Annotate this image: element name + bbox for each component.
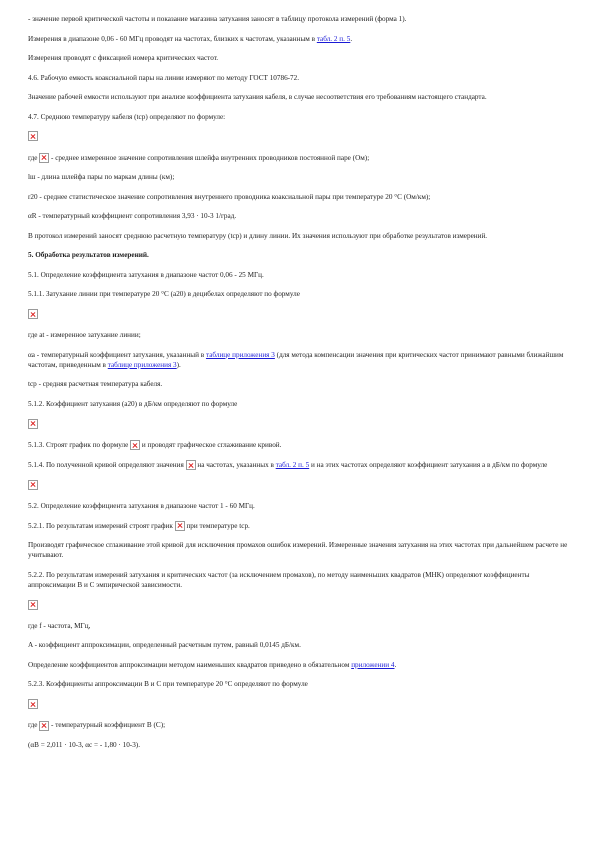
text: A - коэффициент аппроксимации, определенный расчетным путем, равный 0,0145 дБ/км. <box>28 641 301 650</box>
text: 5.1.2. Коэффициент затухания (a20) в дБ/км определяют по формуле <box>28 399 238 408</box>
formula-block <box>28 131 568 143</box>
text: (для метода компенсации значения при критических частот принимают равными ближайшим частотам, приведенным в <box>28 350 564 369</box>
text: 4.7. Среднюю температуру кабеля (tср) определяют по формуле: <box>28 112 226 121</box>
text: . <box>350 34 353 43</box>
paragraph <box>28 112 568 122</box>
text: ). <box>176 360 181 369</box>
paragraph <box>28 192 568 202</box>
paragraph <box>28 399 568 409</box>
text: где <box>28 721 40 730</box>
text: где <box>28 153 40 162</box>
link-appendix-3[interactable]: таблице приложения 3 <box>107 360 177 369</box>
paragraph <box>28 679 568 689</box>
paragraph <box>28 720 568 730</box>
text: tср - средняя расчетная температура кабеля. <box>28 380 163 389</box>
text: Измерения в диапазоне 0,06 - 60 МГц проводят на частотах, близких к частотам, указанным в <box>28 34 317 43</box>
paragraph <box>28 640 568 650</box>
paragraph <box>28 501 568 511</box>
broken-image-icon <box>28 309 38 319</box>
paragraph <box>28 330 568 340</box>
text: при температуре tср. <box>184 521 250 530</box>
paragraph <box>28 440 568 450</box>
broken-image-icon <box>39 153 49 163</box>
text: и на этих частотах определяют коэффициент затухания a в дБ/км по формуле <box>309 460 548 469</box>
paragraph <box>28 521 568 531</box>
paragraph <box>28 53 568 63</box>
formula-block <box>28 480 568 492</box>
text: lш - длина шлейфа пары по маркам длины (км); <box>28 173 175 182</box>
text: 5.1. Определение коэффициента затухания в диапазоне частот 0,06 - 25 МГц. <box>28 270 264 279</box>
paragraph <box>28 570 568 590</box>
link-appendix-3[interactable]: таблице приложения 3 <box>205 350 275 359</box>
paragraph <box>28 460 568 470</box>
text: Измерения проводят с фиксацией номера критических частот. <box>28 54 219 62</box>
text: и проводят графическое сглаживание кривой. <box>140 440 282 449</box>
text: 5.2. Определение коэффициента затухания в диапазоне частот 1 - 60 МГц. <box>28 502 255 511</box>
text: 5.2.3. Коэффициенты аппроксимации B и C при температуре 20 °С определяют по формуле <box>28 680 308 689</box>
broken-image-icon <box>39 721 49 731</box>
text: r20 - среднее статистическое значение сопротивления внутреннего проводника коаксиальной пары при температуре 20 °С (Ом/км); <box>28 192 431 201</box>
text: 5. Обработка результатов измерений. <box>28 251 149 260</box>
broken-image-icon <box>175 521 185 531</box>
text: 4.6. Рабочую емкость коаксиальной пары на линии измеряют по методу ГОСТ 10786-72. <box>28 73 300 82</box>
broken-image-icon <box>130 440 140 450</box>
text: 5.1.4. По полученной кривой определяют значения <box>28 460 186 469</box>
text: - значение первой критической частоты и показание магазина затухания заносят в таблицу протокола измерений (форма 1). <box>28 15 407 23</box>
text: Значение рабочей емкости используют при анализе коэффициента затухания кабеля, в случае несоответствия его требованиям настоящего стандарта. <box>28 93 487 101</box>
text: 5.1.1. Затухание линии при температуре 20 °С (a20) в децибелах определяют по формуле <box>28 290 300 299</box>
text: В протокол измерений заносят среднюю расчетную температуру (tср) и длину линии. Их значения используют при обработке результатов измерений. <box>28 231 488 240</box>
document-body <box>28 14 568 760</box>
paragraph <box>28 231 568 241</box>
broken-image-icon <box>28 699 38 709</box>
paragraph <box>28 740 568 750</box>
paragraph <box>28 270 568 280</box>
link-table-2[interactable]: табл. 2 п. 5 <box>316 34 351 43</box>
paragraph <box>28 660 568 670</box>
paragraph <box>28 540 568 560</box>
text: αa - температурный коэффициент затухания, указанный в <box>28 350 206 359</box>
link-appendix-4[interactable]: приложении 4 <box>351 660 395 669</box>
text: - температурный коэффициент B (C); <box>49 721 166 730</box>
broken-image-icon <box>28 600 38 610</box>
paragraph <box>28 172 568 182</box>
broken-image-icon <box>28 131 38 141</box>
paragraph <box>28 92 568 102</box>
text: 5.2.2. По результатам измерений затухания и критических частот (за исключением промахов), по методу наименьших квадратов (МНК) определяют коэффициенты аппроксимации B и C эмпирической зависимости. <box>28 570 530 589</box>
section-heading <box>28 250 568 260</box>
text: Производят графическое сглаживание этой кривой для исключения промахов ошибок измерений. Измеренные значения затухания на этих частотах при дальнейшем расчете не учитывают. <box>28 541 568 560</box>
link-table-2[interactable]: табл. 2 п. 5 <box>275 460 310 469</box>
paragraph <box>28 73 568 83</box>
formula-block <box>28 309 568 321</box>
formula-block <box>28 699 568 711</box>
text: 5.2.1. По результатам измерений строят график <box>28 521 175 530</box>
text: Определение коэффициентов аппроксимации методом наименьших квадратов приведено в обязательном <box>28 660 352 669</box>
text: αR - температурный коэффициент сопротивления 3,93 · 10-3 1/град. <box>28 212 237 221</box>
paragraph <box>28 621 568 631</box>
text: где f - частота, МГц, <box>28 621 91 630</box>
formula-block <box>28 418 568 430</box>
formula-block <box>28 599 568 611</box>
text: 5.1.3. Строят график по формуле <box>28 440 131 449</box>
text: где at - измеренное затухание линии; <box>28 331 141 340</box>
paragraph <box>28 14 568 24</box>
paragraph <box>28 34 568 44</box>
paragraph <box>28 350 568 370</box>
text: . <box>394 660 397 669</box>
paragraph <box>28 153 568 163</box>
text: на частотах, указанных в <box>195 460 276 469</box>
paragraph <box>28 211 568 221</box>
broken-image-icon <box>28 480 38 490</box>
text: - среднее измеренное значение сопротивления шлейфа внутренних проводников постоянной паре (Ом); <box>49 153 370 162</box>
text: (αB = 2,011 · 10-3, αc = - 1,80 · 10-3). <box>28 741 140 750</box>
broken-image-icon <box>186 460 196 470</box>
paragraph <box>28 379 568 389</box>
paragraph <box>28 289 568 299</box>
broken-image-icon <box>28 419 38 429</box>
